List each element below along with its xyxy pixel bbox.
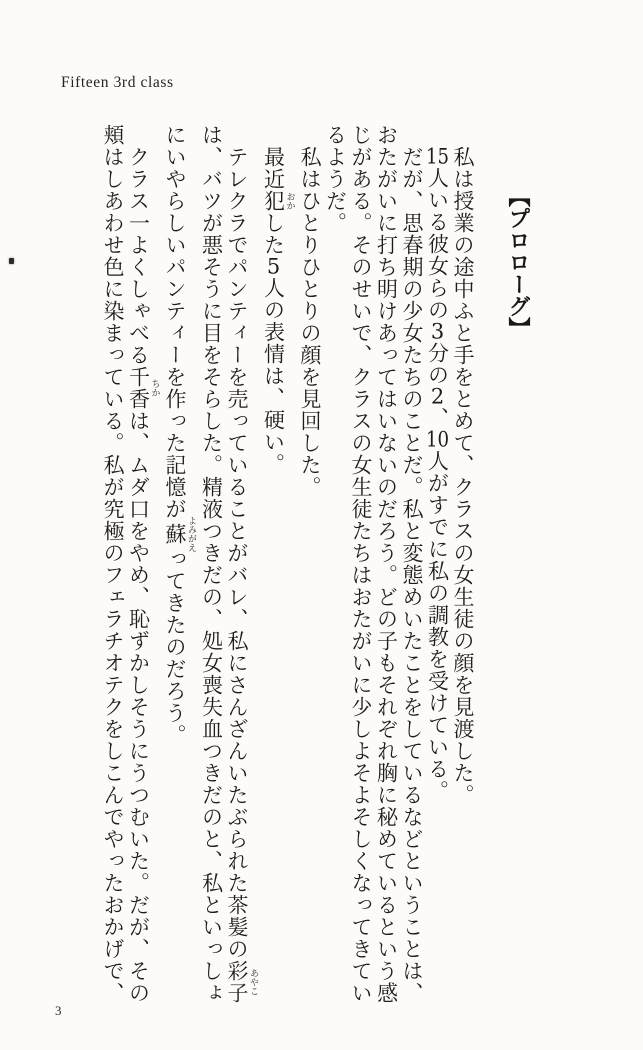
ruby-annotated-word: 犯 おか <box>261 190 295 212</box>
text-column: クラス一よくしゃべる千香 ちかは、ムダ口をやめ、恥ずかしそうにうつむいた。だが、その <box>126 146 160 1004</box>
text-column: 私は授業の途中ふと手をとめて、クラスの女生徒の顔を見渡した。 <box>451 146 475 806</box>
text-column: るようだ。 <box>323 124 348 234</box>
upright-digits: 5 <box>266 256 281 277</box>
text-columns <box>102 124 473 1008</box>
ruby-annotated-word: 彩子 あやこ <box>225 960 258 1004</box>
text-column: 私はひとりひとりの顔を見回した。 <box>298 146 322 498</box>
scan-speck-mark <box>9 258 14 264</box>
ruby-annotated-word: 蘇 よみがえ <box>163 516 196 552</box>
text-column: 頬はしあわせ色に染まっている。私が究極のフェラチオテクをしこんでやったおかげで、 <box>101 124 125 1004</box>
upright-digits: 10 <box>425 429 450 450</box>
text-column: じがある。そのせいで、クラスの女生徒たちはおたがいに少しよそよそしくなってきてい <box>349 124 373 1004</box>
text-column: にいやらしいパンティーを作った記憶が蘇 よみがえってきたのだろう。 <box>163 124 196 746</box>
upright-digits: 3 <box>430 321 445 342</box>
text-column: だが、思春期の少女たちのことだ。私と変態めいたことをしているなどということは、 <box>400 146 424 1004</box>
text-column: は、バツが悪そうに目をそらした。精液つきだの、処女喪失血つきだのと、私といっしょ <box>199 124 224 1004</box>
upright-digits: 2 <box>430 386 445 407</box>
text-column: 最近犯 おかした5人の表情は、硬い。 <box>261 146 295 475</box>
upright-digits: 15 <box>425 146 450 167</box>
prologue-title: 【プロローグ】 <box>505 185 531 339</box>
text-column: 15人いる彼女らの3分の2、10人がすでに私の調教を受けている。 <box>425 146 450 802</box>
page-number: 3 <box>55 1003 62 1018</box>
running-header: Fifteen 3rd class <box>61 74 174 91</box>
text-column: おたがいに打ち明けあってはいないのだろう。どの子もそれぞれ胸に秘めているという感 <box>374 124 399 1004</box>
ruby-annotated-word: 千香 ちか <box>126 366 160 410</box>
main-text-area <box>98 124 533 1008</box>
text-column: テレクラでパンティーを売っていることがバレ、私にさんざんいたぶられた茶髪の彩子 あやこ <box>225 146 258 1004</box>
